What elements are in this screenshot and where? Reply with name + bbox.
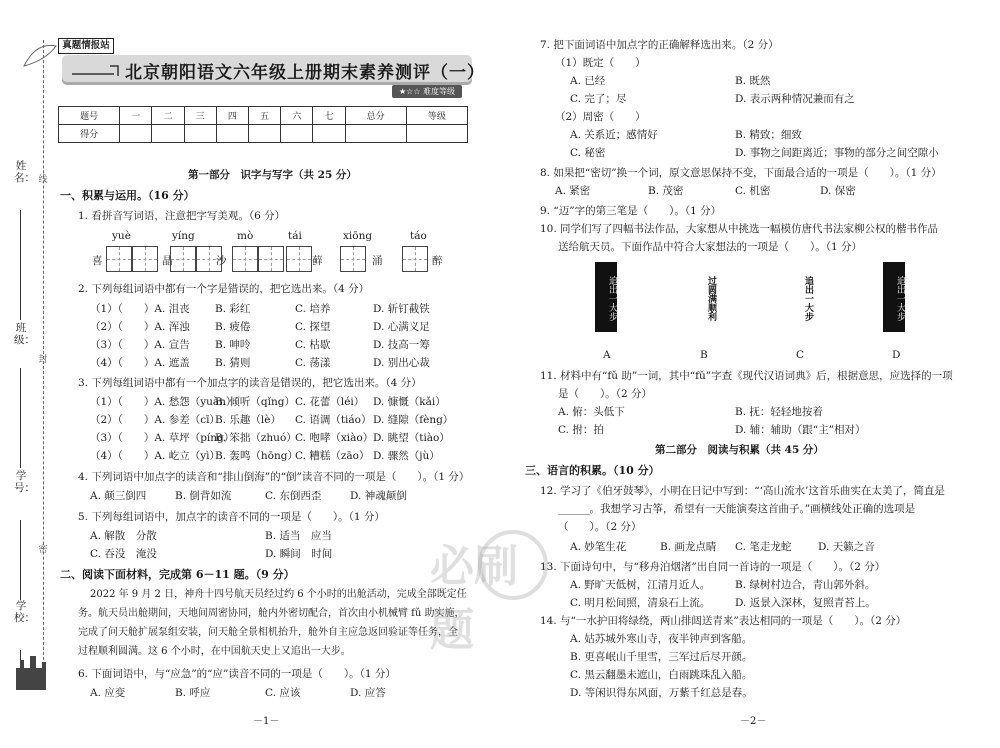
score-label: 得分 [59,125,120,143]
q7-option: B. 既然 [735,75,771,87]
q5-option: C. 吞没 淹没 [90,548,157,560]
name-underline [20,210,21,320]
q12-text: 12. 学习了《伯牙鼓琴》，小明在日记中写到：“‘高山流水’这首乐曲实在太美了，简直是 [540,485,945,497]
q2-option: B. 猜则 [215,357,251,369]
q11-option: D. 辅：辅助（跟“主”相对） [735,424,866,436]
q2-option: B. 彩红 [215,303,251,315]
q3-option: C. 花蕾（léi） [295,396,365,408]
pinyin: yíng [172,230,195,242]
part1-title: 第一部分 识字与写字（共 25 分） [188,169,357,181]
calligraphy-a: 追出一大步 [595,262,617,332]
score-blank[interactable] [345,125,406,143]
q4-option: D. 神魂颠倒 [350,490,407,502]
score-cell: 等级 [406,107,467,125]
side-mark-secret: 密 [38,545,48,555]
q2-option: C. 荡漾 [295,357,331,369]
q14-option: D. 等闲识得东风面，万紫千红总是春。 [570,687,753,699]
pen-icon [70,62,120,78]
q2-option: （4）（ ）A. 遮盖 [90,357,190,369]
passage-line: 过程顺利圆满。这 6 个小时，在中国航天史上又追出一大步。 [78,646,351,657]
score-cell: 六 [281,107,313,125]
q3-option: B. 轰鸣（hōng） [215,450,298,462]
q2-option: C. 培养 [295,303,331,315]
score-cell: 三 [184,107,216,125]
section2-heading: 二、阅读下面材料，完成第 6－11 题。（9 分） [60,568,295,581]
calligraphy-d: 追出一大步 [883,262,905,332]
pinyin: mò [237,230,254,242]
writing-box[interactable] [340,246,366,272]
q3-option: C. 咆哮（xiào） [295,432,374,444]
q3-option: D. 眺望（tiào） [373,432,450,444]
q2-option: （1）（ ）A. 沮丧 [90,303,190,315]
q12-option: B. 画龙点睛 [660,541,717,553]
pinyin: táo [410,230,427,242]
q3-option: B. 乐趣（lè） [215,414,281,426]
q2-option: B. 呻呤 [215,339,251,351]
q13-text: 13. 下面诗句中，与“移舟泊烟渚”出自同一首诗的一项是（ ）。（2 分） [540,561,886,573]
prefix-char: 醉 [432,255,443,267]
side-class-label: 班级： [14,322,35,346]
q3-option: B. 笨拙（zhuó） [215,432,297,444]
q10-text: 送给航天员。下面作品中符合大家想法的一项是（ ）。（1 分） [558,241,863,253]
score-blank[interactable] [406,125,467,143]
q2-option: B. 疲倦 [215,321,251,333]
calligraphy-label: C [796,349,805,361]
q7-option: C. 完了；尽 [570,93,627,105]
side-school-label: 学校： [14,600,35,624]
score-cell: 七 [313,107,345,125]
score-blank[interactable] [184,125,216,143]
score-cell: 四 [216,107,248,125]
score-cell: 二 [152,107,184,125]
q11-option: A. 俯：头低下 [558,406,625,418]
prefix-char: 涌 [372,255,383,267]
q3-option: （3）（ ）A. 草坪（píng） [90,432,235,444]
writing-box[interactable] [106,246,132,272]
decoration-castle-icon [14,650,52,690]
pinyin: xiōng [343,230,373,242]
writing-box[interactable] [258,246,284,272]
q7-option: A. 关系近；感情好 [570,129,658,141]
q12-option: A. 妙笔生花 [570,541,627,553]
q8-option: C. 机密 [735,185,771,197]
calligraphy-label: B [700,349,708,361]
q4-option: A. 颠三倒四 [90,490,147,502]
q6-option: C. 应该 [265,687,301,699]
q14-option: C. 黑云翻墨未遮山，白雨跳珠乱入船。 [570,669,753,681]
page-number-2: －2－ [740,716,767,727]
q2-option: （2）（ ）A. 浑浊 [90,321,190,333]
prefix-char: 喜 [92,255,103,267]
page-number-1: －1－ [253,716,280,727]
difficulty-badge: ★☆☆ 难度等级 [392,85,462,98]
q6-option: B. 呼应 [175,687,211,699]
q13-option: C. 明月松间照，清泉石上流。 [570,597,711,609]
calligraphy-label: A [603,349,611,361]
q12-option: D. 天籁之音 [818,541,875,553]
q12-option: C. 笔走龙蛇 [735,541,792,553]
q3-option: D. 骤然（jù） [373,450,440,462]
prefix-char: 藓 [312,255,323,267]
writing-box[interactable] [170,246,196,272]
q2-option: D. 斩钉截铁 [373,303,430,315]
q4-option: C. 东倒西歪 [265,490,322,502]
q2-option: （3）（ ）A. 宣告 [90,339,190,351]
calligraphy-b: 过圆满顺利 [690,262,716,332]
q13-option: A. 野旷天低树，江清月近人。 [570,579,711,591]
q3-option: （4）（ ）A. 屹立（yì） [90,450,220,462]
q9-text: 9. “迈”字的第三笔是（ ）。（1 分） [540,205,722,217]
q3-option: D. 缝隙（fèng） [373,414,454,426]
score-blank[interactable] [313,125,345,143]
q7-option: B. 精致；细致 [735,129,802,141]
score-header-row [59,107,468,125]
q3-option: （1）（ ）A. 愁怨（yuàn） [90,396,237,408]
q12-text: （ ）。（2 分） [558,521,642,533]
writing-box[interactable] [232,246,258,272]
q7-option: A. 已经 [570,75,606,87]
q1-text: 1. 看拼音写词语，注意把字写美观。（6 分） [78,210,286,222]
score-blank[interactable] [281,125,313,143]
q6-option: A. 应变 [90,687,126,699]
q8-option: B. 茂密 [648,185,684,197]
passage-line: 2022 年 9 月 2 日，神舟十四号航天员经过约 6 个小时的出舱活动，完成全部既定任 [90,589,467,600]
q7-text: 7. 把下面词语中加点字的正确解释选出来。（2 分） [540,39,779,51]
q13-option: D. 返景入深林，复照青苔上。 [735,597,876,609]
q11-option: C. 拊：拍 [558,424,604,436]
page-title: 北京朝阳语文六年级上册期末素养测评（一） [125,63,485,83]
q14-text: 14. 与“一水护田将绿绕，两山排闼送青来”表达相同的一项是（ ）。（2 分） [540,615,907,627]
q4-option: B. 倒背如流 [175,490,232,502]
score-cell: 题号 [59,107,120,125]
passage-line: 务。航天员出舱期间，天地间周密协同，舱内外密切配合，首次由小机械臂 fǔ 助实施， [78,608,465,619]
calligraphy-label: D [892,349,901,361]
side-mark-line: 线 [38,175,48,185]
calligraphy-c: 追出一大步 [787,262,813,332]
q3-option: D. 慷慨（kǎi） [373,396,446,408]
q11-text: 是（ ）。（2 分） [558,388,653,400]
writing-box[interactable] [402,246,428,272]
q4-text: 4. 下列词语中加点字的读音和“排山倒海”的“倒”读音不同的一项是（ ）。（1 分） [78,471,470,483]
q6-text: 6. 下面词语中，与“应急”的“应”读音不同的一项是（ ）。（1 分） [78,668,396,680]
q12-text: ______。我想学习古筝，希望有一天能演奏这首曲子。”画横线处正确的选项是 [558,503,916,515]
score-cell: 一 [120,107,152,125]
score-blank[interactable] [120,125,152,143]
section1-heading: 一、积累与运用。（16 分） [60,189,195,202]
score-table [58,106,468,143]
side-mark-seal: 封 [38,355,48,365]
q2-option: C. 探望 [295,321,331,333]
q11-text: 11. 材料中有“fǔ 助”一词，其中“fǔ”字查《现代汉语词典》后，根据意思，应选择的一项 [540,370,953,382]
q13-option: B. 绿树村边合，青山郭外斜。 [735,579,876,591]
q7-sub1: （1）既定（ ） [555,57,646,69]
q14-option: B. 更喜岷山千里雪，三军过后尽开颜。 [570,651,753,663]
score-cell: 五 [248,107,280,125]
q5-option: A. 解散 分散 [90,530,157,542]
pinyin: yuè [112,230,131,242]
q5-option: D. 瞬间 时间 [265,548,333,560]
q11-option: B. 抚：轻轻地按着 [735,406,823,418]
pinyin: tái [288,230,302,242]
prefix-char: 晶 [162,255,173,267]
score-blank[interactable] [248,125,280,143]
q14-option: A. 姑苏城外寒山寺，夜半钟声到客船。 [570,633,753,645]
q3-option: （2）（ ）A. 参差（cī） [90,414,220,426]
q6-option: D. 应答 [350,687,386,699]
q7-option: D. 事物之间距离近；事物的部分之间空隙小 [735,147,939,159]
section3-heading: 三、语言的积累。（10 分） [525,464,660,477]
q2-option: D. 别出心裁 [373,357,430,369]
writing-box[interactable] [286,246,312,272]
q7-sub2: （2）周密（ ） [555,111,646,123]
q3-option: B. 倾听（qǐng） [215,396,295,408]
watermark: 必刷题 [430,541,518,656]
side-name-label: 姓名： [14,160,35,184]
score-blank[interactable] [152,125,184,143]
score-blank[interactable] [216,125,248,143]
id-underline [20,520,21,600]
q7-option: C. 秘密 [570,147,606,159]
q10-text: 10. 同学们写了四幅书法作品，大家想从中挑选一幅模仿唐代书法家柳公权的楷书作品 [540,223,939,235]
q2-text: 2. 下列每组词语中都有一个字是错误的，把它选出来。（4 分） [78,283,370,295]
q8-text: 8. 如果把“密切”换一个词，原文意思保持不变，下面最合适的一项是（ ）。（1 分） [540,167,942,179]
class-underline [20,368,21,468]
q5-option: B. 适当 应当 [265,530,332,542]
q2-option: D. 心满义足 [373,321,430,333]
leaf-decoration-icon [20,40,60,70]
score-input-row [59,125,468,143]
writing-box[interactable] [132,246,158,272]
q3-option: C. 糟糕（zāo） [295,450,370,462]
q3-option: C. 语调（tiáo） [295,414,372,426]
side-id-label: 学号： [14,470,35,494]
q8-option: D. 保密 [820,185,856,197]
q2-option: C. 枯歇 [295,339,331,351]
q2-option: D. 技高一筹 [373,339,430,351]
score-cell: 总分 [345,107,406,125]
prefix-char: 沙 [216,255,227,267]
q5-text: 5. 下列每组词语中，加点字的读音不同的一项是（ ）。（1 分） [78,511,385,523]
exam-tag: 真题情报站 [58,38,114,54]
q8-option: A. 紧密 [555,185,591,197]
part2-title: 第二部分 阅读与积累（共 45 分） [655,444,824,456]
passage-line: 完成了问天舱扩展泵组安装，问天舱全景相机抬升，舱外自主应急返回验证等任务，全 [78,627,458,638]
q7-option: D. 表示两种情况兼而有之 [735,93,855,105]
q3-text: 3. 下列每组词语中都有一个加点字的读音是错误的，把它选出来。（4 分） [78,377,422,389]
